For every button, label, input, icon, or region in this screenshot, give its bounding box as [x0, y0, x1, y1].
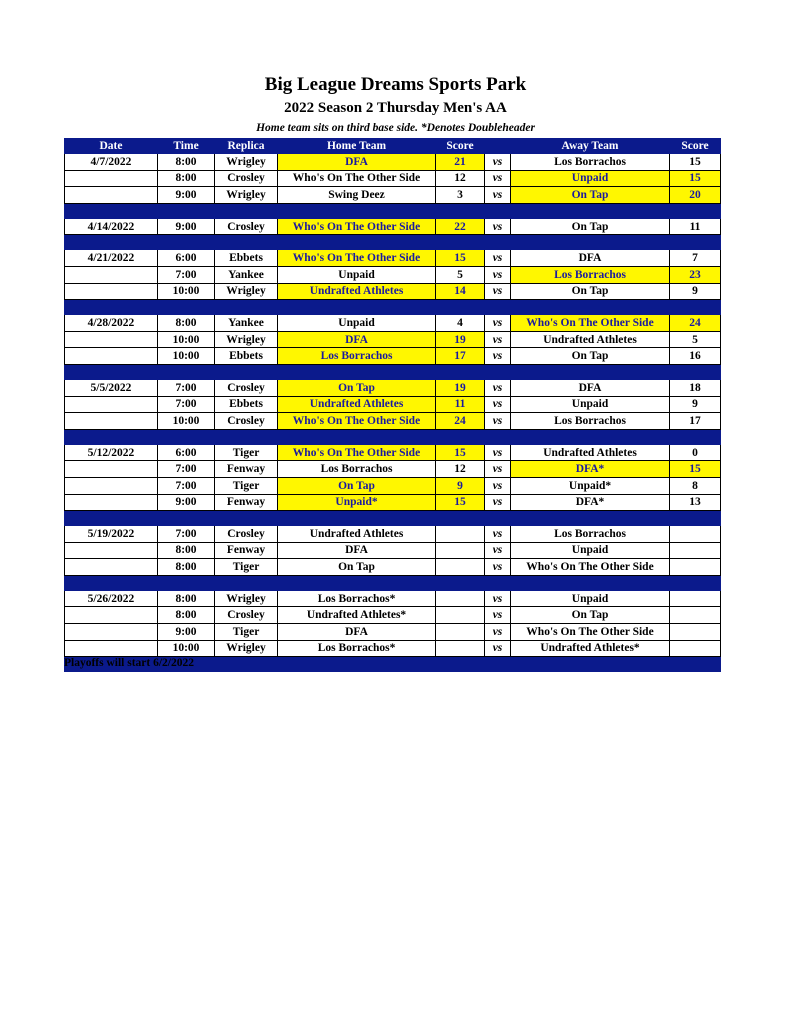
away-team: Unpaid	[511, 396, 670, 413]
vs-label: vs	[485, 542, 511, 559]
week-separator	[65, 235, 721, 250]
away-score: 15	[670, 154, 721, 171]
game-date: 4/28/2022	[65, 315, 158, 332]
game-replica: Ebbets	[215, 348, 278, 365]
separator-cell	[65, 429, 158, 444]
away-team: Undrafted Athletes	[511, 444, 670, 461]
game-replica: Tiger	[215, 477, 278, 494]
away-team: Unpaid	[511, 170, 670, 187]
game-date	[65, 461, 158, 478]
separator-cell	[278, 657, 436, 672]
separator-cell	[158, 364, 215, 379]
home-team: Los Borrachos	[278, 461, 436, 478]
separator-cell	[511, 364, 670, 379]
week-separator	[65, 203, 721, 218]
separator-cell	[436, 300, 485, 315]
game-time: 8:00	[158, 170, 215, 187]
game-time: 8:00	[158, 607, 215, 624]
game-replica: Crosley	[215, 379, 278, 396]
game-replica: Wrigley	[215, 154, 278, 171]
game-date: 5/26/2022	[65, 590, 158, 607]
home-score: 9	[436, 477, 485, 494]
separator-cell	[511, 657, 670, 672]
vs-label: vs	[485, 170, 511, 187]
game-date	[65, 413, 158, 430]
home-team: Los Borrachos	[278, 348, 436, 365]
game-replica: Fenway	[215, 494, 278, 511]
game-date	[65, 396, 158, 413]
separator-cell	[65, 575, 158, 590]
away-team: Los Borrachos	[511, 526, 670, 543]
game-time: 10:00	[158, 640, 215, 657]
away-score	[670, 640, 721, 657]
game-time: 6:00	[158, 444, 215, 461]
header-time: Time	[158, 139, 215, 154]
game-row	[65, 170, 721, 187]
page-subtitle: 2022 Season 2 Thursday Men's AA	[284, 100, 507, 116]
home-score: 11	[436, 396, 485, 413]
schedule-note: Home team sits on third base side. *Denotes Doubleheader	[256, 122, 535, 134]
home-score	[436, 526, 485, 543]
home-score: 4	[436, 315, 485, 332]
page-title: Big League Dreams Sports Park	[264, 74, 527, 95]
game-replica: Yankee	[215, 266, 278, 283]
game-date	[65, 607, 158, 624]
home-score: 12	[436, 170, 485, 187]
home-team: Undrafted Athletes	[278, 396, 436, 413]
home-team: Los Borrachos*	[278, 640, 436, 657]
separator-cell	[436, 511, 485, 526]
home-team: Los Borrachos*	[278, 590, 436, 607]
game-date	[65, 283, 158, 300]
playoffs-note: Playoffs will start 6/2/2022	[64, 657, 194, 669]
home-team: Undrafted Athletes	[278, 526, 436, 543]
game-time: 8:00	[158, 542, 215, 559]
game-time: 8:00	[158, 315, 215, 332]
away-score: 8	[670, 477, 721, 494]
vs-label: vs	[485, 559, 511, 576]
away-score: 7	[670, 250, 721, 267]
vs-label: vs	[485, 218, 511, 235]
game-row	[65, 590, 721, 607]
home-team: On Tap	[278, 477, 436, 494]
game-row	[65, 461, 721, 478]
away-score	[670, 526, 721, 543]
game-replica: Tiger	[215, 624, 278, 641]
game-date	[65, 494, 158, 511]
game-date	[65, 477, 158, 494]
separator-cell	[215, 300, 278, 315]
game-row	[65, 607, 721, 624]
game-date: 5/19/2022	[65, 526, 158, 543]
away-team: DFA*	[511, 461, 670, 478]
separator-cell	[158, 235, 215, 250]
game-time: 10:00	[158, 348, 215, 365]
home-score	[436, 640, 485, 657]
vs-label: vs	[485, 331, 511, 348]
game-replica: Wrigley	[215, 331, 278, 348]
game-row	[65, 154, 721, 171]
separator-cell	[670, 300, 721, 315]
header-replica: Replica	[215, 139, 278, 154]
separator-cell	[485, 511, 511, 526]
separator-cell	[511, 429, 670, 444]
table-header-row	[65, 139, 721, 154]
game-row	[65, 218, 721, 235]
vs-label: vs	[485, 413, 511, 430]
game-row	[65, 477, 721, 494]
game-time: 7:00	[158, 396, 215, 413]
schedule-table	[64, 138, 721, 672]
game-time: 9:00	[158, 494, 215, 511]
separator-cell	[485, 364, 511, 379]
away-team: Unpaid	[511, 542, 670, 559]
separator-cell	[670, 575, 721, 590]
home-team: DFA	[278, 624, 436, 641]
vs-label: vs	[485, 283, 511, 300]
separator-cell	[670, 203, 721, 218]
game-date: 4/21/2022	[65, 250, 158, 267]
separator-cell	[215, 429, 278, 444]
game-replica: Fenway	[215, 461, 278, 478]
home-score: 15	[436, 494, 485, 511]
separator-cell	[511, 235, 670, 250]
game-replica: Yankee	[215, 315, 278, 332]
home-score: 14	[436, 283, 485, 300]
away-team: Unpaid	[511, 590, 670, 607]
home-score: 24	[436, 413, 485, 430]
separator-cell	[215, 511, 278, 526]
away-team: DFA	[511, 379, 670, 396]
game-time: 7:00	[158, 477, 215, 494]
game-date	[65, 559, 158, 576]
game-date: 5/12/2022	[65, 444, 158, 461]
game-date: 4/7/2022	[65, 154, 158, 171]
home-team: Who's On The Other Side	[278, 413, 436, 430]
header-away-team: Away Team	[511, 139, 670, 154]
separator-cell	[158, 429, 215, 444]
home-team: Unpaid*	[278, 494, 436, 511]
home-team: Undrafted Athletes	[278, 283, 436, 300]
game-replica: Tiger	[215, 444, 278, 461]
game-replica: Crosley	[215, 607, 278, 624]
header-vs	[485, 139, 511, 154]
home-team: On Tap	[278, 559, 436, 576]
separator-cell	[278, 364, 436, 379]
home-team: Who's On The Other Side	[278, 170, 436, 187]
separator-cell	[485, 575, 511, 590]
separator-cell	[215, 364, 278, 379]
away-team: DFA*	[511, 494, 670, 511]
game-replica: Wrigley	[215, 283, 278, 300]
away-score	[670, 624, 721, 641]
vs-label: vs	[485, 250, 511, 267]
away-score: 15	[670, 461, 721, 478]
vs-label: vs	[485, 187, 511, 204]
home-score	[436, 559, 485, 576]
separator-cell	[670, 511, 721, 526]
game-row	[65, 250, 721, 267]
separator-cell	[436, 657, 485, 672]
away-score: 9	[670, 283, 721, 300]
separator-cell	[278, 235, 436, 250]
game-date	[65, 187, 158, 204]
game-time: 9:00	[158, 187, 215, 204]
home-score: 22	[436, 218, 485, 235]
home-score: 21	[436, 154, 485, 171]
game-row	[65, 624, 721, 641]
game-replica: Crosley	[215, 218, 278, 235]
game-row	[65, 494, 721, 511]
separator-cell	[485, 657, 511, 672]
separator-cell	[511, 300, 670, 315]
vs-label: vs	[485, 640, 511, 657]
game-row	[65, 640, 721, 657]
separator-cell	[436, 429, 485, 444]
game-date	[65, 170, 158, 187]
game-time: 7:00	[158, 266, 215, 283]
home-score: 19	[436, 331, 485, 348]
game-date	[65, 266, 158, 283]
home-score: 17	[436, 348, 485, 365]
away-team: Los Borrachos	[511, 413, 670, 430]
game-replica: Crosley	[215, 170, 278, 187]
header-home-team: Home Team	[278, 139, 436, 154]
game-time: 8:00	[158, 590, 215, 607]
away-team: Los Borrachos	[511, 266, 670, 283]
separator-cell	[278, 203, 436, 218]
home-team: Unpaid	[278, 266, 436, 283]
away-score	[670, 559, 721, 576]
week-separator	[65, 429, 721, 444]
away-score: 11	[670, 218, 721, 235]
game-replica: Fenway	[215, 542, 278, 559]
away-score: 24	[670, 315, 721, 332]
header-away-score: Score	[670, 139, 721, 154]
game-time: 10:00	[158, 331, 215, 348]
separator-cell	[158, 300, 215, 315]
away-score: 15	[670, 170, 721, 187]
separator-cell	[65, 364, 158, 379]
vs-label: vs	[485, 154, 511, 171]
separator-cell	[485, 235, 511, 250]
separator-cell	[158, 575, 215, 590]
home-score: 19	[436, 379, 485, 396]
header-home-score: Score	[436, 139, 485, 154]
game-row	[65, 348, 721, 365]
away-score: 0	[670, 444, 721, 461]
away-team: Los Borrachos	[511, 154, 670, 171]
home-team: DFA	[278, 542, 436, 559]
game-row	[65, 559, 721, 576]
game-time: 6:00	[158, 250, 215, 267]
separator-cell	[158, 203, 215, 218]
game-date	[65, 640, 158, 657]
game-row	[65, 413, 721, 430]
vs-label: vs	[485, 396, 511, 413]
away-score	[670, 607, 721, 624]
game-date	[65, 542, 158, 559]
home-score: 15	[436, 250, 485, 267]
game-replica: Crosley	[215, 413, 278, 430]
home-score: 3	[436, 187, 485, 204]
home-team: Swing Deez	[278, 187, 436, 204]
game-row	[65, 187, 721, 204]
home-score: 15	[436, 444, 485, 461]
separator-cell	[215, 203, 278, 218]
home-score: 5	[436, 266, 485, 283]
game-time: 10:00	[158, 283, 215, 300]
vs-label: vs	[485, 348, 511, 365]
vs-label: vs	[485, 461, 511, 478]
away-team: Who's On The Other Side	[511, 315, 670, 332]
game-date	[65, 348, 158, 365]
separator-cell	[215, 235, 278, 250]
game-row	[65, 315, 721, 332]
home-score	[436, 607, 485, 624]
separator-cell	[436, 575, 485, 590]
home-team: Who's On The Other Side	[278, 218, 436, 235]
game-row	[65, 266, 721, 283]
game-row	[65, 331, 721, 348]
separator-cell	[511, 575, 670, 590]
away-team: Undrafted Athletes	[511, 331, 670, 348]
away-team: Who's On The Other Side	[511, 559, 670, 576]
away-score	[670, 590, 721, 607]
home-team: Undrafted Athletes*	[278, 607, 436, 624]
away-team: Undrafted Athletes*	[511, 640, 670, 657]
separator-cell	[670, 429, 721, 444]
away-score: 9	[670, 396, 721, 413]
game-time: 9:00	[158, 218, 215, 235]
game-date: 4/14/2022	[65, 218, 158, 235]
separator-cell	[670, 364, 721, 379]
vs-label: vs	[485, 315, 511, 332]
game-time: 10:00	[158, 413, 215, 430]
away-team: On Tap	[511, 283, 670, 300]
game-time: 7:00	[158, 526, 215, 543]
separator-cell	[511, 511, 670, 526]
header-date: Date	[65, 139, 158, 154]
game-replica: Crosley	[215, 526, 278, 543]
home-team: Unpaid	[278, 315, 436, 332]
week-separator	[65, 511, 721, 526]
separator-cell	[278, 300, 436, 315]
vs-label: vs	[485, 526, 511, 543]
game-date: 5/5/2022	[65, 379, 158, 396]
away-team: On Tap	[511, 348, 670, 365]
away-score: 13	[670, 494, 721, 511]
away-score: 16	[670, 348, 721, 365]
vs-label: vs	[485, 266, 511, 283]
away-score: 23	[670, 266, 721, 283]
separator-cell	[670, 657, 721, 672]
separator-cell	[65, 235, 158, 250]
separator-cell	[436, 235, 485, 250]
week-separator	[65, 300, 721, 315]
separator-cell	[485, 429, 511, 444]
game-time: 9:00	[158, 624, 215, 641]
home-team: DFA	[278, 154, 436, 171]
separator-cell	[65, 511, 158, 526]
separator-cell	[485, 300, 511, 315]
week-separator	[65, 575, 721, 590]
home-score	[436, 624, 485, 641]
home-team: Who's On The Other Side	[278, 444, 436, 461]
separator-cell	[215, 657, 278, 672]
game-time: 8:00	[158, 154, 215, 171]
separator-cell	[215, 575, 278, 590]
separator-cell	[278, 429, 436, 444]
game-date	[65, 331, 158, 348]
game-replica: Wrigley	[215, 590, 278, 607]
home-score	[436, 542, 485, 559]
separator-cell	[65, 300, 158, 315]
game-replica: Wrigley	[215, 640, 278, 657]
vs-label: vs	[485, 624, 511, 641]
away-team: On Tap	[511, 218, 670, 235]
vs-label: vs	[485, 607, 511, 624]
separator-cell	[485, 203, 511, 218]
game-time: 7:00	[158, 461, 215, 478]
away-team: Who's On The Other Side	[511, 624, 670, 641]
away-team: On Tap	[511, 607, 670, 624]
game-row	[65, 542, 721, 559]
home-team: On Tap	[278, 379, 436, 396]
game-row	[65, 526, 721, 543]
game-replica: Ebbets	[215, 250, 278, 267]
vs-label: vs	[485, 494, 511, 511]
game-time: 8:00	[158, 559, 215, 576]
separator-cell	[436, 364, 485, 379]
separator-cell	[278, 575, 436, 590]
vs-label: vs	[485, 590, 511, 607]
away-team: DFA	[511, 250, 670, 267]
separator-cell	[511, 203, 670, 218]
game-row	[65, 379, 721, 396]
separator-cell	[65, 203, 158, 218]
separator-cell	[670, 235, 721, 250]
away-score: 18	[670, 379, 721, 396]
away-team: Unpaid*	[511, 477, 670, 494]
vs-label: vs	[485, 379, 511, 396]
away-score	[670, 542, 721, 559]
separator-cell	[158, 511, 215, 526]
game-row	[65, 396, 721, 413]
game-replica: Wrigley	[215, 187, 278, 204]
home-score	[436, 590, 485, 607]
game-date	[65, 624, 158, 641]
away-score: 17	[670, 413, 721, 430]
home-team: DFA	[278, 331, 436, 348]
game-replica: Tiger	[215, 559, 278, 576]
home-score: 12	[436, 461, 485, 478]
game-row	[65, 444, 721, 461]
vs-label: vs	[485, 477, 511, 494]
separator-cell	[436, 203, 485, 218]
home-team: Who's On The Other Side	[278, 250, 436, 267]
away-score: 20	[670, 187, 721, 204]
week-separator	[65, 364, 721, 379]
away-team: On Tap	[511, 187, 670, 204]
vs-label: vs	[485, 444, 511, 461]
game-time: 7:00	[158, 379, 215, 396]
away-score: 5	[670, 331, 721, 348]
separator-cell	[278, 511, 436, 526]
game-replica: Ebbets	[215, 396, 278, 413]
game-row	[65, 283, 721, 300]
